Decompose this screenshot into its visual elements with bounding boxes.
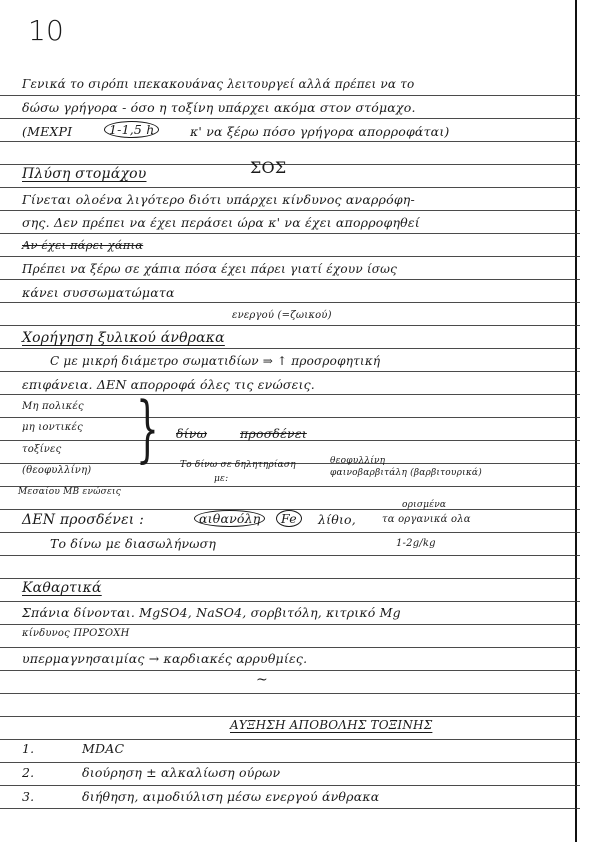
section-heading: ΑΥΞΗΣΗ ΑΠΟΒΟΛΗΣ ΤΟΞΙΝΗΣ bbox=[230, 718, 433, 732]
ruled-line bbox=[0, 348, 580, 349]
ruled-line bbox=[0, 302, 580, 303]
note-line: κ' να ξέρω πόσο γρήγορα απορροφάται) bbox=[190, 124, 450, 139]
ruled-line bbox=[0, 670, 580, 671]
ruled-line bbox=[0, 164, 580, 165]
struck-line: Αν έχει πάρει χάπια bbox=[22, 238, 144, 252]
ruled-line bbox=[0, 762, 580, 763]
note-line: δώσω γρήγορα - όσο η τοξίνη υπάρχει ακόμα στον στόμαχο. bbox=[22, 100, 416, 115]
ruled-line bbox=[0, 95, 580, 96]
ruled-line bbox=[0, 693, 580, 694]
superscript-note: ενεργού (=ζωικού) bbox=[232, 310, 332, 321]
annotation: Το δίνω σε δηλητηρίαση bbox=[180, 460, 296, 470]
ruled-line bbox=[0, 141, 580, 142]
list-number: 2. bbox=[22, 765, 35, 780]
struck-word: προσδένει bbox=[240, 426, 307, 441]
annotation: με: bbox=[214, 474, 229, 484]
note-line: Το δίνω με διασωλήνωση bbox=[50, 536, 217, 551]
list-item: διήθηση, αιμοδιύλιση μέσω ενεργού άνθρακα bbox=[82, 789, 380, 804]
list-item: τοξίνες bbox=[22, 444, 62, 455]
superscript-note: ορισμένα bbox=[402, 500, 447, 510]
note-line: επιφάνεια. ΔΕΝ απορροφά όλες τις ενώσεις. bbox=[22, 377, 315, 392]
ruled-line bbox=[0, 555, 580, 556]
note-line: κίνδυνος ΠΡΟΣΟΧΗ bbox=[22, 628, 130, 639]
scribble-mark: ΣΟΣ bbox=[250, 158, 287, 177]
curly-brace: } bbox=[136, 386, 159, 470]
divider-squiggle: ~ bbox=[256, 672, 268, 688]
note-line: κάνει συσσωματώματα bbox=[22, 285, 175, 300]
ruled-line bbox=[0, 325, 580, 326]
note-line: Σπάνια δίνονται. MgSO4, NaSO4, σορβιτόλη, κιτρικό Mg bbox=[22, 605, 401, 620]
section-heading: Πλύση στομάχου bbox=[22, 166, 147, 182]
note-line: λίθιο, bbox=[318, 512, 356, 527]
ruled-line bbox=[0, 601, 580, 602]
ruled-line bbox=[0, 785, 580, 786]
annotation: θεοφυλλίνη bbox=[330, 456, 386, 466]
note-line: Γίνεται ολοένα λιγότερο διότι υπάρχει κίνδυνος αναρρόφη- bbox=[22, 192, 415, 207]
ruled-line bbox=[0, 210, 580, 211]
dose-value: 1-2g/kg bbox=[396, 538, 436, 549]
ruled-line bbox=[0, 716, 580, 717]
circled-word: Fe bbox=[276, 510, 302, 527]
ruled-line bbox=[0, 808, 580, 809]
circled-word: αιθανόλη bbox=[194, 510, 265, 527]
circled-duration: 1-1,5 h bbox=[104, 121, 159, 138]
list-number: 3. bbox=[22, 789, 35, 804]
list-item: διούρηση ± αλκαλίωση ούρων bbox=[82, 765, 281, 780]
ruled-line bbox=[0, 233, 580, 234]
page-number: 10 bbox=[28, 14, 65, 47]
note-line: Πρέπει να ξέρω σε χάπια πόσα έχει πάρει γιατί έχουν ίσως bbox=[22, 262, 398, 276]
ruled-line bbox=[0, 371, 580, 372]
note-line: σης. Δεν πρέπει να έχει περάσει ώρα κ' να έχει απορροφηθεί bbox=[22, 215, 420, 230]
note-line: τα οργανικά ολα bbox=[382, 514, 471, 525]
note-line: (ΜΕΧΡΙ bbox=[22, 124, 73, 139]
section-heading: Χορήγηση ξυλικού άνθρακα bbox=[22, 330, 225, 346]
ruled-line bbox=[0, 256, 580, 257]
list-item: Μη πολικές bbox=[22, 401, 84, 412]
ruled-line bbox=[0, 624, 580, 625]
ruled-line bbox=[0, 532, 580, 533]
note-line: C με μικρή διάμετρο σωματιδίων ⇒ ↑ προσροφητική bbox=[50, 354, 381, 368]
ruled-line bbox=[0, 279, 580, 280]
list-item: Μεσαίου ΜΒ ενώσεις bbox=[18, 487, 122, 497]
note-line: υπερμαγνησαιμίας → καρδιακές αρρυθμίες. bbox=[22, 651, 308, 666]
ruled-line bbox=[0, 118, 580, 119]
note-line: ΔΕΝ προσδένει : bbox=[22, 512, 145, 528]
ruled-line bbox=[0, 739, 580, 740]
ruled-line bbox=[0, 578, 580, 579]
list-item: MDAC bbox=[82, 741, 125, 756]
ruled-line bbox=[0, 647, 580, 648]
list-item: (θεοφυλλίνη) bbox=[22, 465, 92, 476]
ruled-line bbox=[0, 417, 580, 418]
struck-word: δίνω bbox=[176, 426, 208, 441]
ruled-line bbox=[0, 187, 580, 188]
ruled-line bbox=[0, 394, 580, 395]
annotation: φαινοβαρβιτάλη (βαρβιτουρικά) bbox=[330, 468, 482, 478]
list-item: μη ιοντικές bbox=[22, 422, 83, 433]
note-line: Γενικά το σιρόπι ιπεκακουάνας λειτουργεί αλλά πρέπει να το bbox=[22, 77, 415, 91]
section-heading: Καθαρτικά bbox=[22, 580, 102, 596]
list-number: 1. bbox=[22, 741, 35, 756]
